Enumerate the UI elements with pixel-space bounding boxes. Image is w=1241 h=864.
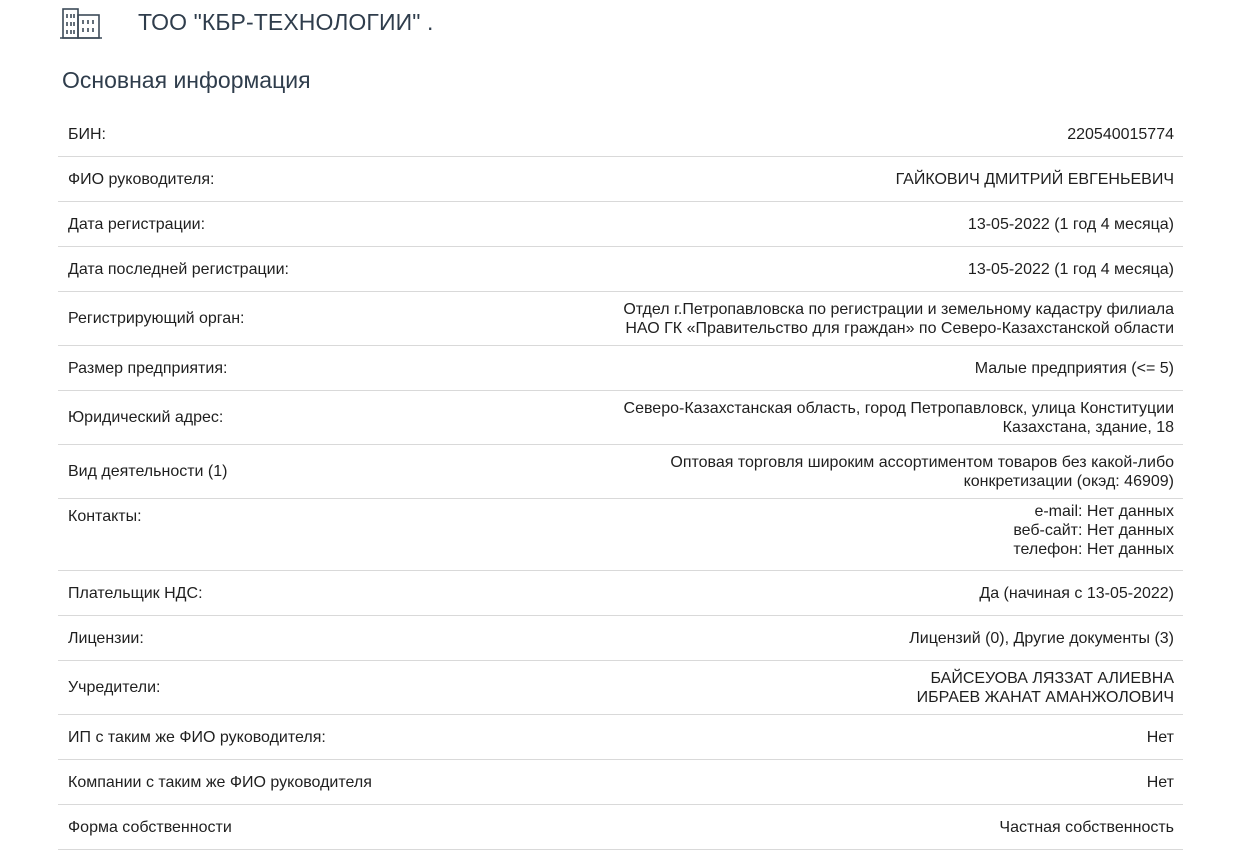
contact-email: e-mail: Нет данных xyxy=(1034,503,1174,520)
row-value xyxy=(1013,499,1174,559)
row-bin xyxy=(58,112,1183,157)
page-header xyxy=(60,4,102,40)
row-registration-date xyxy=(58,202,1183,247)
contact-website: веб-сайт: Нет данных xyxy=(1013,522,1174,539)
row-value: Нет xyxy=(1146,773,1174,791)
value-line: Казахстана, здание, 18 xyxy=(1002,418,1174,436)
row-ownership-form xyxy=(58,805,1183,850)
row-label: Плательщик НДС: xyxy=(68,584,203,602)
row-legal-address xyxy=(58,391,1183,445)
row-value xyxy=(917,669,1174,707)
row-value xyxy=(624,399,1174,437)
row-value: Да (начиная с 13-05-2022) xyxy=(979,584,1174,602)
value-line: Отдел г.Петропавловска по регистрации и земельному кадастру филиала xyxy=(623,300,1174,318)
row-label: ФИО руководителя: xyxy=(68,170,215,188)
row-contacts xyxy=(58,499,1183,571)
row-activity xyxy=(58,445,1183,499)
row-value: 13-05-2022 (1 год 4 месяца) xyxy=(967,260,1174,278)
row-vat-payer xyxy=(58,571,1183,616)
row-label: ИП с таким же ФИО руководителя: xyxy=(68,728,326,746)
row-label: Лицензии: xyxy=(68,629,144,647)
founder-name: БАЙСЕУОВА ЛЯЗЗАТ АЛИЕВНА xyxy=(930,669,1174,687)
row-value: Частная собственность xyxy=(999,818,1174,836)
value-line: Оптовая торговля широким ассортиментом товаров без какой-либо xyxy=(670,453,1174,471)
row-label: Размер предприятия: xyxy=(68,359,228,377)
row-registration-authority xyxy=(58,292,1183,346)
row-label: Вид деятельности (1) xyxy=(68,463,228,480)
value-line: конкретизации (окэд: 46909) xyxy=(963,472,1174,490)
row-value: 220540015774 xyxy=(1067,125,1174,143)
row-label: БИН: xyxy=(68,125,106,143)
row-companies-same-name xyxy=(58,760,1183,805)
row-value: Нет xyxy=(1146,728,1174,746)
building-icon xyxy=(60,5,102,39)
row-director xyxy=(58,157,1183,202)
info-table xyxy=(58,112,1183,850)
row-founders xyxy=(58,661,1183,715)
row-label: Контакты: xyxy=(68,508,142,525)
row-enterprise-size xyxy=(58,346,1183,391)
value-line: НАО ГК «Правительство для граждан» по Северо-Казахстанской области xyxy=(625,319,1174,337)
row-value: ГАЙКОВИЧ ДМИТРИЙ ЕВГЕНЬЕВИЧ xyxy=(895,170,1174,188)
section-title: Основная информация xyxy=(62,67,311,93)
row-value: 13-05-2022 (1 год 4 месяца) xyxy=(967,215,1174,233)
row-label: Компании с таким же ФИО руководителя xyxy=(68,773,372,791)
row-label: Учредители: xyxy=(68,679,161,696)
row-licenses xyxy=(58,616,1183,661)
row-value: Лицензий (0), Другие документы (3) xyxy=(909,629,1174,647)
row-label: Дата последней регистрации: xyxy=(68,260,289,278)
row-last-registration-date xyxy=(58,247,1183,292)
row-label: Дата регистрации: xyxy=(68,215,206,233)
row-ip-same-name xyxy=(58,715,1183,760)
row-label: Юридический адрес: xyxy=(68,409,224,426)
contact-phone: телефон: Нет данных xyxy=(1013,541,1174,558)
row-value: Малые предприятия (<= 5) xyxy=(974,359,1174,377)
row-label: Форма собственности xyxy=(68,818,232,836)
row-label: Регистрирующий орган: xyxy=(68,310,245,327)
row-value xyxy=(670,453,1174,491)
company-name: ТОО "КБР-ТЕХНОЛОГИИ" . xyxy=(138,9,434,35)
founder-name: ИБРАЕВ ЖАНАТ АМАНЖОЛОВИЧ xyxy=(916,688,1174,706)
value-line: Северо-Казахстанская область, город Петропавловск, улица Конституции xyxy=(623,399,1174,417)
row-value xyxy=(623,300,1174,338)
